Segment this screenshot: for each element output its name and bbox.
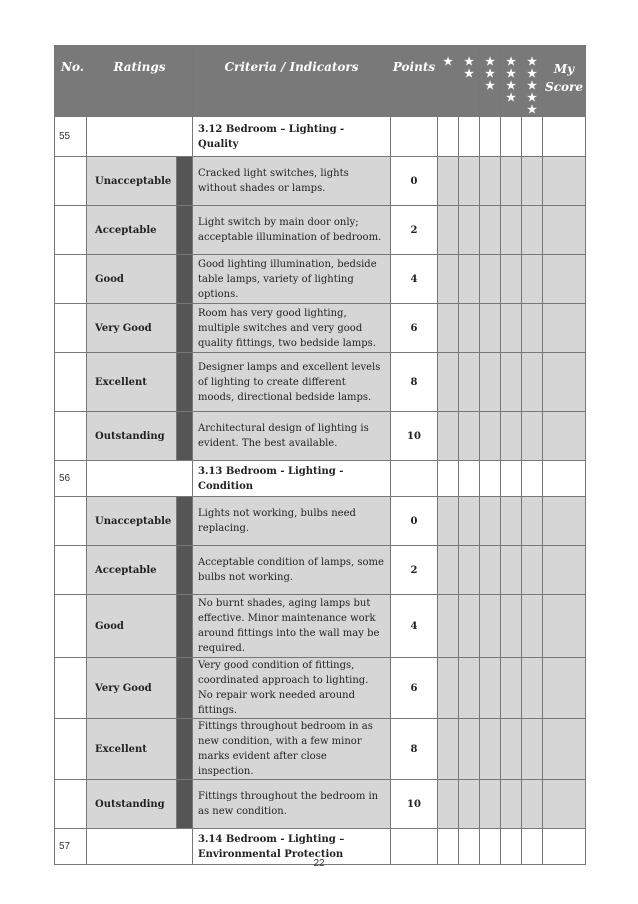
row-number-cell bbox=[55, 658, 87, 719]
section-star-cell bbox=[522, 117, 543, 157]
star-rating-checkbox[interactable] bbox=[480, 780, 501, 829]
section-star-cell bbox=[459, 117, 480, 157]
star-rating-checkbox[interactable] bbox=[459, 412, 480, 461]
section-points-blank bbox=[391, 117, 438, 157]
star-rating-checkbox[interactable] bbox=[438, 157, 459, 206]
star-rating-checkbox[interactable] bbox=[522, 497, 543, 546]
rating-divider bbox=[177, 412, 193, 461]
star-rating-checkbox[interactable] bbox=[459, 353, 480, 412]
row-number-cell bbox=[55, 255, 87, 304]
star-rating-checkbox[interactable] bbox=[459, 546, 480, 595]
star-rating-checkbox[interactable] bbox=[522, 658, 543, 719]
points-value: 8 bbox=[391, 719, 438, 780]
rating-divider bbox=[177, 304, 193, 353]
star-rating-checkbox[interactable] bbox=[459, 595, 480, 658]
star-rating-checkbox[interactable] bbox=[522, 304, 543, 353]
star-rating-checkbox[interactable] bbox=[501, 255, 522, 304]
star-rating-checkbox[interactable] bbox=[501, 658, 522, 719]
section-title-row bbox=[55, 117, 586, 157]
rating-row bbox=[55, 658, 586, 719]
star-rating-checkbox[interactable] bbox=[480, 353, 501, 412]
rating-row bbox=[55, 497, 586, 546]
my-score-input[interactable] bbox=[543, 497, 586, 546]
rating-row bbox=[55, 304, 586, 353]
rating-label: Outstanding bbox=[87, 412, 177, 461]
star-rating-checkbox[interactable] bbox=[501, 497, 522, 546]
my-score-input[interactable] bbox=[543, 206, 586, 255]
rating-label: Very Good bbox=[87, 658, 177, 719]
my-score-input[interactable] bbox=[543, 353, 586, 412]
section-title: 3.12 Bedroom – Lighting - Quality bbox=[193, 117, 391, 157]
rating-row bbox=[55, 255, 586, 304]
my-score-input[interactable] bbox=[543, 780, 586, 829]
section-star-cell bbox=[522, 461, 543, 497]
section-score-cell bbox=[543, 461, 586, 497]
row-number-cell bbox=[55, 546, 87, 595]
section-star-cell bbox=[459, 461, 480, 497]
row-number-cell bbox=[55, 304, 87, 353]
star-rating-checkbox[interactable] bbox=[438, 595, 459, 658]
star-rating-checkbox[interactable] bbox=[501, 353, 522, 412]
star-rating-checkbox[interactable] bbox=[522, 780, 543, 829]
section-number: 57 bbox=[55, 829, 87, 865]
criteria-text: Acceptable condition of lamps, some bulbs not working. bbox=[193, 546, 391, 595]
rating-divider bbox=[177, 255, 193, 304]
star-rating-checkbox[interactable] bbox=[522, 157, 543, 206]
star-rating-checkbox[interactable] bbox=[459, 255, 480, 304]
section-star-cell bbox=[438, 117, 459, 157]
header-points: Points bbox=[391, 46, 438, 117]
rating-row bbox=[55, 353, 586, 412]
row-number-cell bbox=[55, 497, 87, 546]
star-rating-checkbox[interactable] bbox=[459, 497, 480, 546]
star-rating-checkbox[interactable] bbox=[522, 353, 543, 412]
star-rating-checkbox[interactable] bbox=[480, 157, 501, 206]
rating-divider bbox=[177, 658, 193, 719]
criteria-text: Good lighting illumination, bedside table lamps, variety of lighting options. bbox=[193, 255, 391, 304]
points-value: 10 bbox=[391, 412, 438, 461]
points-value: 4 bbox=[391, 595, 438, 658]
rating-row bbox=[55, 157, 586, 206]
criteria-text: Lights not working, bulbs need replacing. bbox=[193, 497, 391, 546]
rating-label: Acceptable bbox=[87, 546, 177, 595]
rating-label: Excellent bbox=[87, 353, 177, 412]
criteria-table bbox=[54, 45, 586, 865]
my-score-input[interactable] bbox=[543, 546, 586, 595]
star-rating-checkbox[interactable] bbox=[459, 206, 480, 255]
rating-label: Very Good bbox=[87, 304, 177, 353]
section-star-cell bbox=[438, 461, 459, 497]
rating-divider bbox=[177, 497, 193, 546]
points-value: 2 bbox=[391, 206, 438, 255]
star-rating-checkbox[interactable] bbox=[438, 412, 459, 461]
rating-row bbox=[55, 546, 586, 595]
rating-label: Unacceptable bbox=[87, 157, 177, 206]
my-score-input[interactable] bbox=[543, 255, 586, 304]
star-rating-checkbox[interactable] bbox=[480, 304, 501, 353]
star-rating-checkbox[interactable] bbox=[501, 412, 522, 461]
star-rating-checkbox[interactable] bbox=[438, 304, 459, 353]
rating-label: Excellent bbox=[87, 719, 177, 780]
section-title: 3.14 Bedroom - Lighting – Environmental Protection bbox=[193, 829, 391, 865]
star-rating-checkbox[interactable] bbox=[501, 595, 522, 658]
rating-label: Good bbox=[87, 255, 177, 304]
rating-divider bbox=[177, 353, 193, 412]
star-rating-checkbox[interactable] bbox=[501, 719, 522, 780]
section-title: 3.13 Bedroom - Lighting - Condition bbox=[193, 461, 391, 497]
table-body bbox=[55, 117, 586, 865]
star-rating-checkbox[interactable] bbox=[438, 206, 459, 255]
criteria-text: Fittings throughout the bedroom in as new condition. bbox=[193, 780, 391, 829]
star-rating-checkbox[interactable] bbox=[438, 780, 459, 829]
section-number: 55 bbox=[55, 117, 87, 157]
rating-label: Acceptable bbox=[87, 206, 177, 255]
criteria-text: No burnt shades, aging lamps but effective. Minor maintenance work around fittings into the wall may be required. bbox=[193, 595, 391, 658]
section-star-cell bbox=[501, 461, 522, 497]
star-rating-checkbox[interactable] bbox=[438, 255, 459, 304]
star-rating-checkbox[interactable] bbox=[480, 412, 501, 461]
section-star-cell bbox=[480, 117, 501, 157]
section-score-cell bbox=[543, 117, 586, 157]
rating-row bbox=[55, 595, 586, 658]
star-rating-checkbox[interactable] bbox=[522, 412, 543, 461]
rating-sheet bbox=[54, 45, 585, 865]
points-value: 0 bbox=[391, 497, 438, 546]
section-rating-blank bbox=[87, 117, 193, 157]
star-rating-checkbox[interactable] bbox=[438, 719, 459, 780]
rating-divider bbox=[177, 546, 193, 595]
rating-divider bbox=[177, 595, 193, 658]
rating-row bbox=[55, 780, 586, 829]
rating-label: Unacceptable bbox=[87, 497, 177, 546]
star-rating-checkbox[interactable] bbox=[459, 157, 480, 206]
star-rating-checkbox[interactable] bbox=[438, 353, 459, 412]
star-rating-checkbox[interactable] bbox=[459, 719, 480, 780]
criteria-text: Designer lamps and excellent levels of lighting to create different moods, directional bedside lamps. bbox=[193, 353, 391, 412]
criteria-text: Fittings throughout bedroom in as new condition, with a few minor marks evident after close inspection. bbox=[193, 719, 391, 780]
section-title-row bbox=[55, 461, 586, 497]
star-rating-checkbox[interactable] bbox=[480, 497, 501, 546]
star-rating-checkbox[interactable] bbox=[459, 780, 480, 829]
my-score-input[interactable] bbox=[543, 595, 586, 658]
section-number: 56 bbox=[55, 461, 87, 497]
row-number-cell bbox=[55, 780, 87, 829]
row-number-cell bbox=[55, 206, 87, 255]
section-points-blank bbox=[391, 461, 438, 497]
row-number-cell bbox=[55, 595, 87, 658]
star-rating-checkbox[interactable] bbox=[522, 255, 543, 304]
section-star-cell bbox=[501, 117, 522, 157]
my-score-input[interactable] bbox=[543, 412, 586, 461]
star-rating-checkbox[interactable] bbox=[501, 304, 522, 353]
section-star-cell bbox=[480, 461, 501, 497]
section-rating-blank bbox=[87, 461, 193, 497]
points-value: 8 bbox=[391, 353, 438, 412]
star-rating-checkbox[interactable] bbox=[438, 658, 459, 719]
star-rating-checkbox[interactable] bbox=[522, 546, 543, 595]
my-score-input[interactable] bbox=[543, 658, 586, 719]
star-rating-checkbox[interactable] bbox=[501, 780, 522, 829]
my-score-input[interactable] bbox=[543, 719, 586, 780]
star-rating-checkbox[interactable] bbox=[522, 719, 543, 780]
page-number: 22 bbox=[313, 858, 325, 869]
criteria-text: Cracked light switches, lights without shades or lamps. bbox=[193, 157, 391, 206]
rating-row bbox=[55, 719, 586, 780]
criteria-text: Room has very good lighting, multiple switches and very good quality fittings, two bedside lamps. bbox=[193, 304, 391, 353]
header-no: No. bbox=[55, 46, 87, 117]
header-one-star-icon: ★ bbox=[438, 46, 459, 117]
rating-divider bbox=[177, 206, 193, 255]
rating-divider bbox=[177, 719, 193, 780]
star-rating-checkbox[interactable] bbox=[459, 658, 480, 719]
star-rating-checkbox[interactable] bbox=[501, 206, 522, 255]
rating-row bbox=[55, 206, 586, 255]
rating-divider bbox=[177, 157, 193, 206]
rating-divider bbox=[177, 780, 193, 829]
star-rating-checkbox[interactable] bbox=[522, 206, 543, 255]
star-rating-checkbox[interactable] bbox=[480, 595, 501, 658]
points-value: 6 bbox=[391, 658, 438, 719]
row-number-cell bbox=[55, 412, 87, 461]
star-rating-checkbox[interactable] bbox=[480, 206, 501, 255]
header-four-star-icon: ★ ★ ★ ★ bbox=[501, 46, 522, 117]
points-value: 10 bbox=[391, 780, 438, 829]
header-criteria: Criteria / Indicators bbox=[193, 46, 391, 117]
star-rating-checkbox[interactable] bbox=[501, 157, 522, 206]
points-value: 4 bbox=[391, 255, 438, 304]
star-rating-checkbox[interactable] bbox=[480, 719, 501, 780]
row-number-cell bbox=[55, 353, 87, 412]
star-rating-checkbox[interactable] bbox=[480, 658, 501, 719]
star-rating-checkbox[interactable] bbox=[480, 255, 501, 304]
row-number-cell bbox=[55, 719, 87, 780]
points-value: 6 bbox=[391, 304, 438, 353]
star-rating-checkbox[interactable] bbox=[501, 546, 522, 595]
points-value: 0 bbox=[391, 157, 438, 206]
header-two-star-icon: ★ ★ bbox=[459, 46, 480, 117]
header-five-star-icon: ★ ★ ★ ★ ★ bbox=[522, 46, 543, 117]
star-rating-checkbox[interactable] bbox=[459, 304, 480, 353]
star-rating-checkbox[interactable] bbox=[522, 595, 543, 658]
rating-row bbox=[55, 412, 586, 461]
star-rating-checkbox[interactable] bbox=[438, 546, 459, 595]
criteria-text: Very good condition of fittings, coordinated approach to lighting. No repair work needed around fittings. bbox=[193, 658, 391, 719]
my-score-input[interactable] bbox=[543, 157, 586, 206]
star-rating-checkbox[interactable] bbox=[438, 497, 459, 546]
header-my-score: My Score bbox=[543, 46, 586, 117]
criteria-text: Architectural design of lighting is evident. The best available. bbox=[193, 412, 391, 461]
points-value: 2 bbox=[391, 546, 438, 595]
table-header bbox=[55, 46, 586, 117]
criteria-text: Light switch by main door only; acceptable illumination of bedroom. bbox=[193, 206, 391, 255]
row-number-cell bbox=[55, 157, 87, 206]
header-three-star-icon: ★ ★ ★ bbox=[480, 46, 501, 117]
star-rating-checkbox[interactable] bbox=[480, 546, 501, 595]
header-ratings: Ratings bbox=[87, 46, 193, 117]
rating-label: Good bbox=[87, 595, 177, 658]
rating-label: Outstanding bbox=[87, 780, 177, 829]
my-score-input[interactable] bbox=[543, 304, 586, 353]
